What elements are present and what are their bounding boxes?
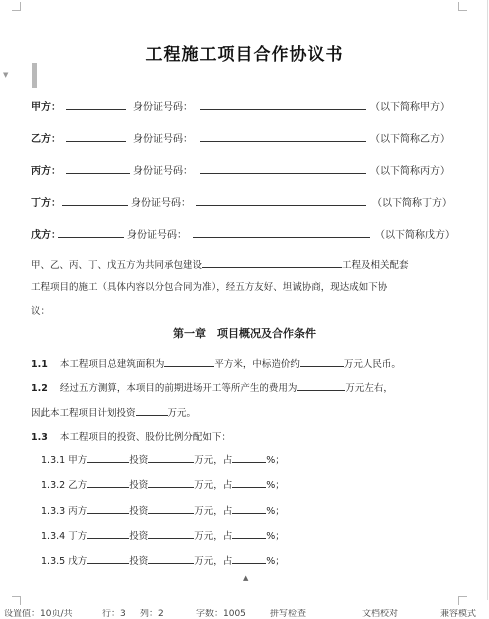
percent-blank[interactable]	[232, 502, 266, 514]
party-row-a	[0, 98, 489, 114]
share-party: 丙方	[68, 506, 88, 517]
party-blank[interactable]	[87, 527, 129, 539]
party-row-d	[0, 194, 489, 210]
id-label: 身份证号码：	[133, 134, 193, 145]
id-label: 身份证号码：	[133, 102, 193, 113]
party-label: 甲方：	[31, 102, 61, 113]
percent-blank[interactable]	[232, 476, 266, 488]
party-row-c	[0, 162, 489, 178]
collapse-arrow-icon[interactable]: ▼	[3, 71, 9, 79]
amount-blank[interactable]	[148, 552, 194, 564]
clause-text: 平方米，中标造价约	[214, 359, 300, 370]
party-note: （以下简称戊方）	[375, 230, 455, 241]
share-row	[41, 552, 285, 567]
share-party: 丁方	[68, 531, 88, 542]
share-number: 1.3.1	[41, 455, 66, 466]
status-page[interactable]: 设置值：10页/共	[4, 609, 73, 619]
party-label: 丁方：	[31, 198, 61, 209]
clause-text: 万元左右，	[345, 383, 393, 394]
party-row-b	[0, 130, 489, 146]
clause-text: 经过五方测算，本项目的前期进场开工等所产生的费用为	[59, 383, 298, 394]
party-note: （以下简称丁方）	[372, 198, 452, 209]
project-blank[interactable]	[202, 256, 342, 268]
name-blank[interactable]	[62, 205, 128, 206]
share-invest: 投资	[129, 556, 149, 567]
clause-number: 1.2	[31, 383, 48, 394]
investment-blank[interactable]	[136, 404, 168, 416]
share-number: 1.3.4	[41, 531, 66, 542]
share-unit: 万元，占	[194, 531, 233, 542]
party-label: 戊方：	[31, 230, 61, 241]
clause-text: 本工程项目的投资、股份比例分配如下：	[59, 432, 231, 443]
area-blank[interactable]	[164, 355, 214, 367]
clause-number: 1.1	[31, 359, 48, 370]
intro-text: 甲、乙、丙、丁、戊五方为共同承包建设	[31, 260, 203, 271]
cost-blank[interactable]	[297, 379, 345, 391]
page-corner-bottom-left	[12, 596, 21, 605]
id-label: 身份证号码：	[127, 230, 187, 241]
share-unit: 万元，占	[194, 455, 233, 466]
id-blank[interactable]	[193, 237, 370, 238]
share-row	[41, 527, 285, 542]
amount-blank[interactable]	[148, 502, 194, 514]
clause-1-1	[31, 355, 401, 370]
percent-blank[interactable]	[232, 552, 266, 564]
share-number: 1.3.3	[41, 506, 66, 517]
status-row: 行：3	[102, 609, 126, 619]
party-label: 乙方：	[31, 134, 61, 145]
amount-blank[interactable]	[148, 476, 194, 488]
share-row	[41, 476, 285, 491]
party-blank[interactable]	[87, 451, 129, 463]
clause-text: 本工程项目总建筑面积为	[59, 359, 165, 370]
name-blank[interactable]	[58, 237, 124, 238]
page-corner-top-right	[458, 2, 467, 11]
share-unit: 万元，占	[194, 506, 233, 517]
share-row	[41, 502, 285, 517]
amount-blank[interactable]	[148, 527, 194, 539]
id-label: 身份证号码：	[133, 166, 193, 177]
share-invest: 投资	[129, 480, 149, 491]
scrollbar-edge[interactable]	[487, 0, 488, 600]
clause-text: 万元人民币。	[343, 359, 401, 370]
intro-text: 工程及相关配套	[342, 260, 409, 271]
share-number: 1.3.2	[41, 480, 66, 491]
page-corner-bottom-right	[458, 596, 467, 605]
percent-blank[interactable]	[232, 451, 266, 463]
share-pct: %；	[266, 531, 285, 542]
status-words[interactable]: 字数：1005	[196, 609, 246, 619]
clause-text: 因此本工程项目计划投资	[31, 408, 136, 419]
id-blank[interactable]	[200, 141, 366, 142]
share-invest: 投资	[129, 531, 149, 542]
share-pct: %；	[266, 455, 285, 466]
share-invest: 投资	[129, 506, 149, 517]
id-blank[interactable]	[200, 109, 366, 110]
party-note: （以下简称乙方）	[370, 134, 450, 145]
document-title: 工程施工项目合作协议书	[145, 45, 344, 65]
share-number: 1.3.5	[41, 556, 66, 567]
intro-line-2: 工程项目的施工（具体内容以分包合同为准），经五方友好、坦诚协商，现达成如下协	[31, 282, 388, 293]
clause-1-3	[31, 429, 231, 443]
intro-line-3: 议：	[31, 306, 51, 317]
clause-number: 1.3	[31, 432, 48, 443]
price-blank[interactable]	[300, 355, 344, 367]
party-note: （以下简称丙方）	[370, 166, 450, 177]
share-row	[41, 451, 285, 466]
amount-blank[interactable]	[148, 451, 194, 463]
chapter-heading: 第一章 项目概况及合作条件	[173, 327, 316, 340]
share-unit: 万元，占	[194, 556, 233, 567]
id-blank[interactable]	[196, 205, 366, 206]
party-label: 丙方：	[31, 166, 61, 177]
page-marker-icon: ▲	[243, 574, 249, 582]
share-pct: %；	[266, 480, 285, 491]
party-blank[interactable]	[87, 552, 129, 564]
share-pct: %；	[266, 556, 285, 567]
text-cursor-marker	[32, 63, 37, 88]
page-corner-top-left	[12, 2, 21, 11]
name-blank[interactable]	[66, 173, 130, 174]
id-label: 身份证号码：	[131, 198, 191, 209]
share-pct: %；	[266, 506, 285, 517]
party-note: （以下简称甲方）	[370, 102, 450, 113]
compat-mode: 兼容模式	[440, 609, 477, 619]
name-blank[interactable]	[66, 141, 126, 142]
doc-check-button[interactable]: 文档校对	[362, 609, 399, 619]
intro-line-1	[31, 256, 409, 274]
share-party: 戊方	[68, 556, 88, 567]
clause-text: 万元。	[167, 408, 197, 419]
party-row-e	[0, 226, 489, 242]
spell-check-button[interactable]: 拼写检查	[270, 609, 307, 619]
share-invest: 投资	[129, 455, 149, 466]
share-party: 乙方	[68, 480, 88, 491]
party-blank[interactable]	[87, 476, 129, 488]
share-party: 甲方	[68, 455, 88, 466]
status-col: 列：2	[140, 609, 164, 619]
share-unit: 万元，占	[194, 480, 233, 491]
party-blank[interactable]	[87, 502, 129, 514]
id-blank[interactable]	[200, 173, 366, 174]
percent-blank[interactable]	[232, 527, 266, 539]
clause-1-2-cont	[31, 404, 196, 419]
name-blank[interactable]	[66, 109, 126, 110]
status-bar	[0, 609, 489, 619]
clause-1-2	[31, 379, 393, 394]
